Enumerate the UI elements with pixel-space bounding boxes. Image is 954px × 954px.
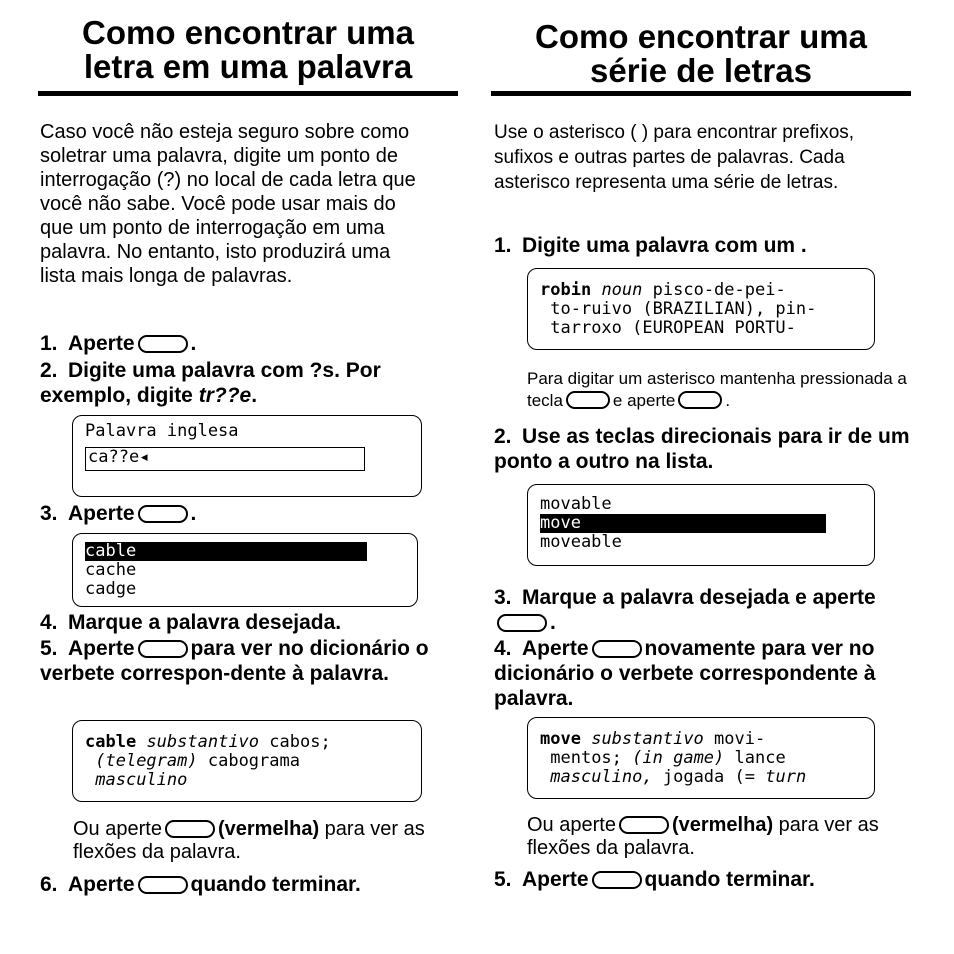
- left-title: [38, 0, 458, 84]
- step-text: Marque a palavra desejada.: [68, 611, 342, 634]
- step-end: .: [190, 502, 197, 525]
- right-column: [491, 0, 911, 88]
- step-text: Aperte: [522, 868, 589, 891]
- key-icon: [138, 335, 188, 353]
- key-icon: [138, 640, 188, 658]
- list-item: cadge: [85, 579, 137, 599]
- key-icon: [592, 640, 642, 658]
- left-step4: [40, 610, 460, 635]
- note-text: Ou aperte: [527, 814, 616, 836]
- entry-pos: noun: [601, 280, 643, 300]
- right-screen2: [527, 484, 875, 566]
- step-end: .: [190, 332, 197, 355]
- right-title-line1: Como encontrar uma: [535, 18, 867, 55]
- right-step2: [494, 424, 914, 474]
- step-text: para ver no dicionário o verbete correspon-dente à palavra.: [40, 637, 429, 685]
- list-item: movable: [540, 494, 612, 514]
- key-icon: [138, 505, 188, 523]
- left-note: [73, 818, 453, 864]
- key-icon: [566, 391, 610, 409]
- entry-text: movi-: [714, 729, 766, 749]
- key-icon: [497, 614, 547, 632]
- entry-text: cabograma: [207, 751, 300, 771]
- step-example: tr??e: [198, 384, 252, 407]
- entry-word: cable: [85, 732, 137, 752]
- left-intro: Caso você não esteja seguro sobre como soletrar uma palavra, digite um ponto de interrogação (?) no local de cada letra que você não sabe. Você pode usar mais do que um ponto de interrogação em uma palavra. No entanto, isto produzirá uma lista mais longa de palavras.: [40, 121, 416, 287]
- entry-label: (in game): [632, 748, 725, 768]
- right-screen1: [527, 268, 875, 350]
- note-text: .: [725, 391, 731, 410]
- step-number: 2.: [40, 359, 58, 382]
- entry-pos: substantivo: [591, 729, 704, 749]
- right-title-rule: [491, 91, 911, 96]
- entry-gender: masculino,: [550, 767, 653, 787]
- note-text: para ver as flexões da palavra.: [527, 814, 879, 859]
- left-screen1: [72, 415, 422, 497]
- left-screen3: [72, 720, 422, 802]
- entry-text: cabos;: [269, 732, 331, 752]
- step-text: Aperte: [522, 637, 589, 660]
- right-step1: [494, 233, 914, 258]
- right-step5: [494, 867, 914, 892]
- right-title-line2: série de letras: [590, 52, 812, 89]
- right-note: [527, 814, 912, 860]
- step-number: 3.: [40, 502, 58, 525]
- step-text: quando terminar.: [190, 873, 361, 896]
- entry-text: to-ruivo (BRAZILIAN), pin-: [550, 299, 817, 319]
- step-number: 5.: [40, 637, 58, 660]
- step-end: .: [251, 384, 258, 407]
- step-number: 5.: [494, 868, 512, 891]
- entry-text: mentos;: [550, 748, 622, 768]
- key-icon: [592, 871, 642, 889]
- step-number: 1.: [40, 332, 58, 355]
- screen-input-field: ca??e◂: [85, 447, 365, 471]
- screen-label: Palavra inglesa: [85, 421, 239, 441]
- entry-word: move: [540, 729, 581, 749]
- right-step3: [494, 585, 914, 635]
- step-text: Digite uma palavra com um .: [522, 234, 807, 257]
- right-screen3: [527, 717, 875, 799]
- left-title-rule: [38, 91, 458, 96]
- entry-text: turn: [765, 767, 807, 787]
- key-icon: [165, 820, 215, 838]
- entry-pos: substantivo: [146, 732, 260, 752]
- entry-gender: masculino: [95, 770, 188, 790]
- note-text: para ver as flexões da palavra.: [73, 818, 425, 863]
- left-screen2: [72, 533, 418, 607]
- right-small-note: [527, 368, 907, 412]
- note-text: Para digitar um asterisco mantenha pressionada a tecla: [527, 369, 907, 410]
- step-text: Aperte: [68, 637, 135, 660]
- left-step3: [40, 501, 460, 526]
- note-text: Ou aperte: [73, 818, 162, 840]
- list-item: cache: [85, 560, 137, 580]
- left-title-line1: Como encontrar uma: [82, 14, 414, 51]
- left-step2: [40, 358, 460, 408]
- left-step5: [40, 636, 460, 686]
- left-column: [38, 0, 458, 84]
- step-text: Aperte: [68, 873, 135, 896]
- entry-text: lance: [734, 748, 786, 768]
- step-text: Aperte: [68, 332, 135, 355]
- step-text: Aperte: [68, 502, 135, 525]
- left-title-line2: letra em uma palavra: [83, 48, 413, 85]
- entry-text: pisco-de-pei-: [652, 280, 786, 300]
- key-icon: [619, 816, 669, 834]
- step-number: 2.: [494, 425, 512, 448]
- step-text: novamente para ver no dicionário o verbete correspondente à palavra.: [494, 637, 876, 710]
- note-key-label: (vermelha): [217, 818, 320, 840]
- step-text: Marque a palavra desejada e aperte: [522, 586, 876, 609]
- entry-label: (telegram): [95, 751, 198, 771]
- right-intro: Use o asterisco ( ) para encontrar prefixos, sufixos e outras partes de palavras. Cada asterisco representa uma série de letras.: [494, 122, 855, 193]
- list-item-highlighted: cable: [85, 542, 367, 561]
- right-title: [491, 0, 911, 88]
- step-number: 3.: [494, 586, 512, 609]
- step-number: 4.: [494, 637, 512, 660]
- entry-word: robin: [540, 280, 592, 300]
- step-number: 6.: [40, 873, 58, 896]
- left-step6: [40, 872, 460, 897]
- step-text: quando terminar.: [644, 868, 815, 891]
- list-item-highlighted: move: [540, 514, 826, 533]
- list-item: moveable: [540, 532, 622, 552]
- note-text: e aperte: [612, 391, 676, 410]
- step-text: Use as teclas direcionais para ir de um ponto a outro na lista.: [494, 425, 910, 473]
- right-step4: [494, 636, 914, 711]
- note-key-label: (vermelha): [671, 814, 774, 836]
- step-number: 4.: [40, 611, 58, 634]
- step-number: 1.: [494, 234, 512, 257]
- left-step1: [40, 331, 460, 356]
- key-icon: [678, 391, 722, 409]
- entry-text: jogada (=: [662, 767, 755, 787]
- step-text: Digite uma palavra com ?s. Por exemplo, digite: [40, 359, 381, 407]
- key-icon: [138, 876, 188, 894]
- step-end: .: [550, 611, 556, 634]
- entry-text: tarroxo (EUROPEAN PORTU-: [550, 318, 796, 338]
